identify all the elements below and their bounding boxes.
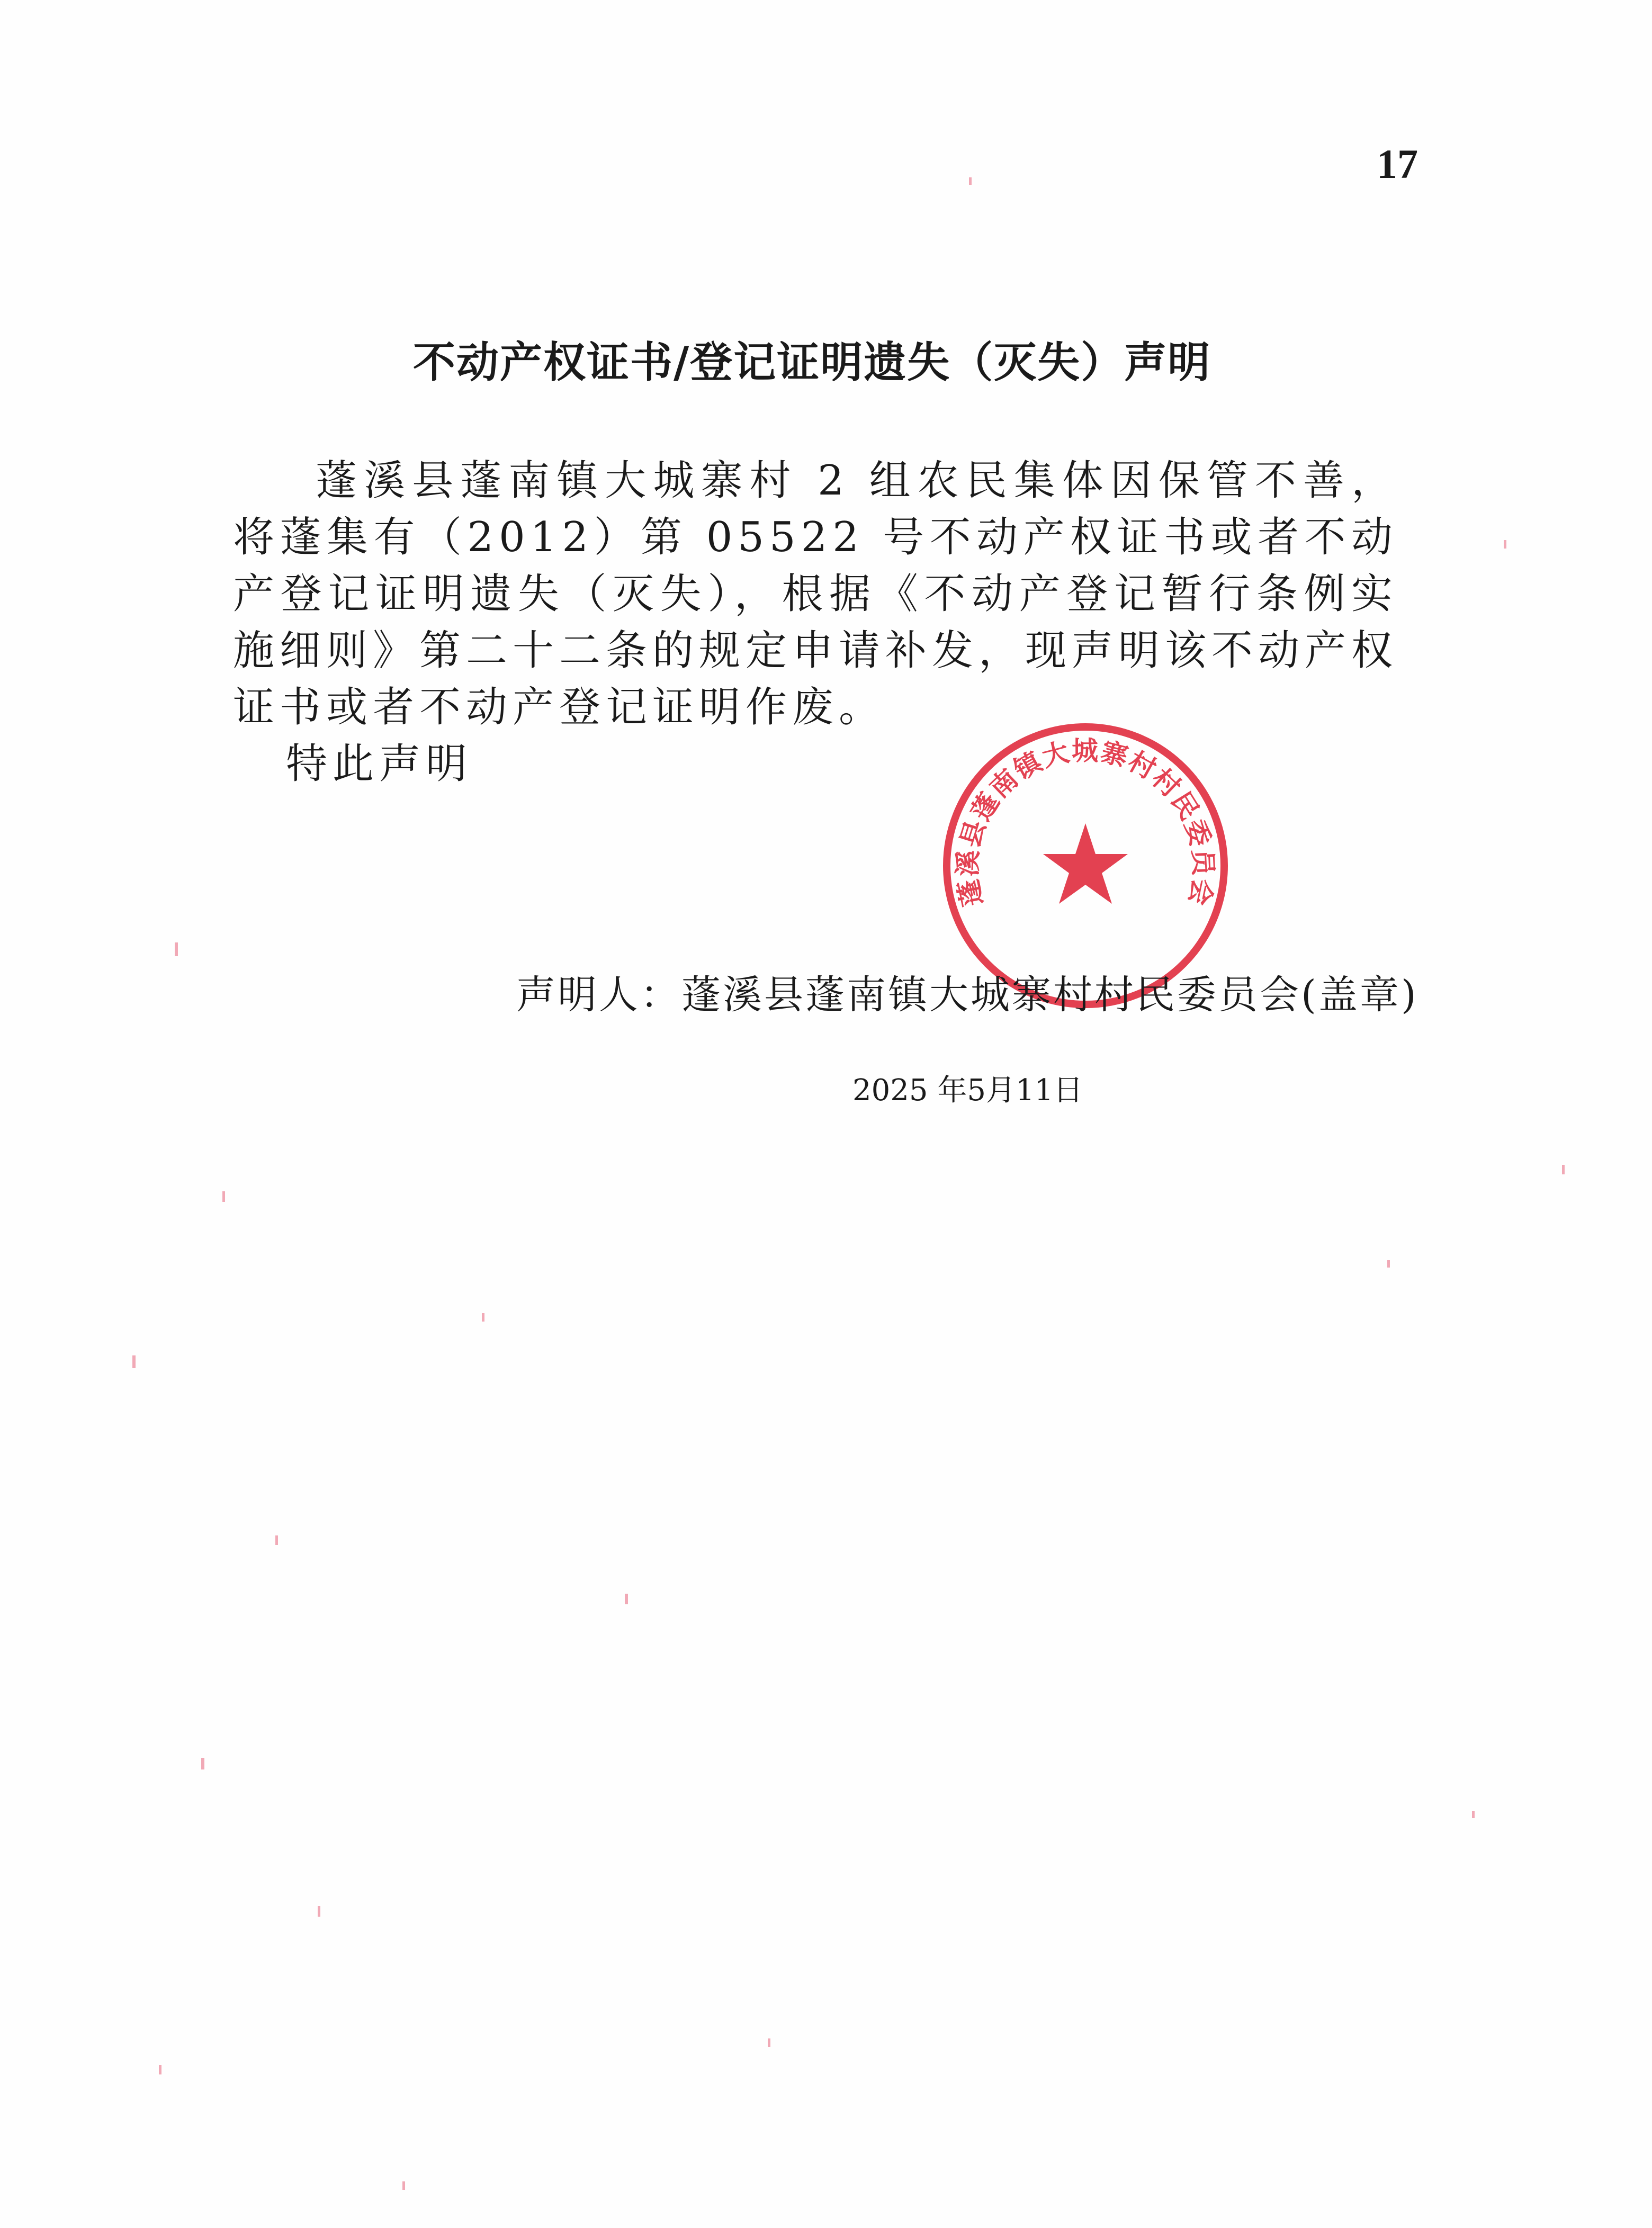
- page-title: 不动产权证书/登记证明遗失（灭失）声明: [413, 338, 1211, 387]
- signatory-line: 声明人：蓬溪县蓬南镇大城寨村村民委员会(盖章): [516, 972, 1418, 1018]
- closing-statement: 特此声明: [286, 740, 473, 788]
- declaration-paragraph: 蓬溪县蓬南镇大城寨村 2 组农民集体因保管不善，将蓬集有（2012）第 05522 号不动产权证书或者不动产登记证明遗失（灭失），根据《不动产登记暂行条例实施细则》第二十二条的规定申请补发，现声明该不动产权证书或者不动产登记证明作废。: [233, 457, 1398, 731]
- seal-text: 蓬溪县蓬南镇大城寨村村民委员会: [952, 735, 1219, 909]
- declaration-date: 2025 年5月11日: [852, 1073, 1083, 1108]
- star-icon: [1043, 823, 1128, 904]
- page-number: 17: [1377, 141, 1418, 187]
